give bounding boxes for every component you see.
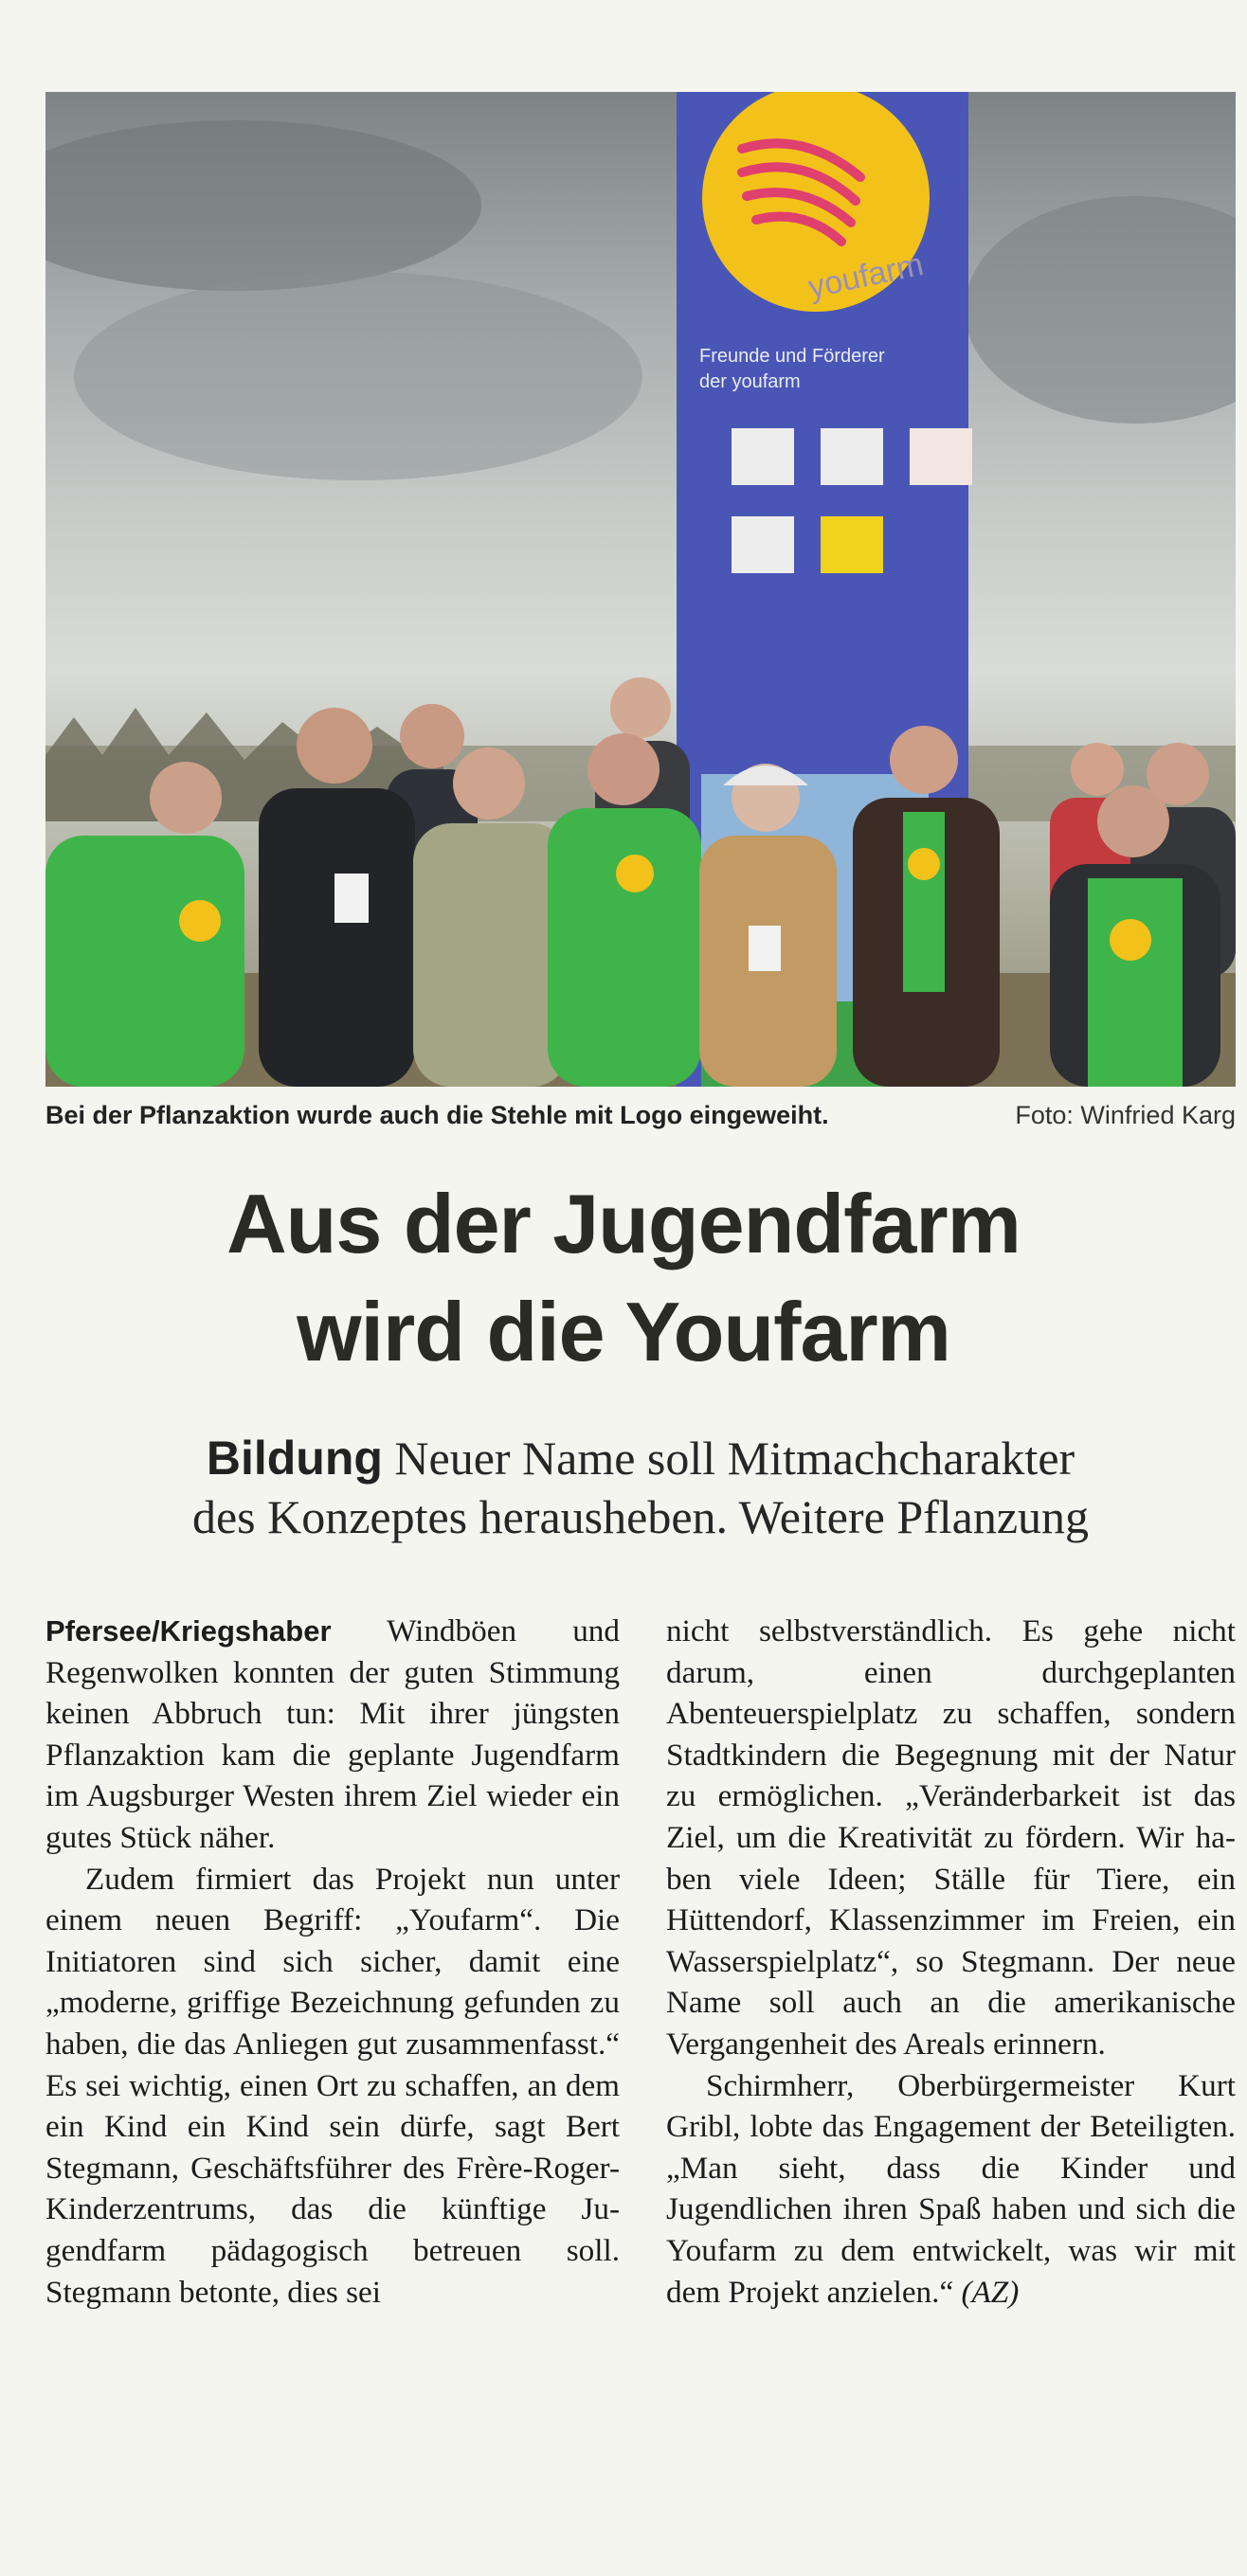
sponsor-logo xyxy=(732,516,794,573)
event-photo xyxy=(45,92,1236,1087)
paragraph-3: nicht selbstverständlich. Es gehe nicht darum, einen durchgeplanten Abenteuerspielplatz zu schaffen, sondern Stadtkindern die Begegnung mit der Natur zu ermöglichen. „Veränderbarkeit ist das Ziel, um die Kreativität zu fördern. Wir haben viele Ideen; Ställe für Tiere, ein Hüttendorf, Klassenzimmer im Freien, ein Wasserspielplatz“, so Stegmann. Der neue Name soll auch an die amerikanische Vergangenheit des Areals erinnern. xyxy=(666,1613,1236,2062)
article-column-left xyxy=(45,1611,620,2313)
sponsor-logo xyxy=(732,428,794,485)
subhead-line-2: des Konzeptes herausheben. Weitere Pflanzung xyxy=(191,1490,1090,1543)
stele-text-2: der youfarm xyxy=(699,371,801,392)
subheadline xyxy=(45,1429,1236,1546)
paragraph-2: Zudem firmiert das Projekt nun unter einem neuen Begriff: „Youfarm“. Die Initiatoren sind sich sicher, damit eine „moderne, griffige Bezeichnung gefunden zu haben, die das Anliegen gut zusammenfasst.“ Es sei wichtig, einen Ort zu schaffen, an dem ein Kind ein Kind sein dürfe, sagt Bert Stegmann, Geschäftsführer des Frère-Roger-Kinderzentrums, das die künftige Jugendfarm pädagogisch betreuen soll. Stegmann betonte, dies sei xyxy=(45,1861,620,2310)
sponsor-logo xyxy=(821,516,883,573)
author-tag: (AZ) xyxy=(961,2274,1020,2310)
sponsor-logo xyxy=(821,428,883,485)
paragraph-4-text: Schirmherr, Oberbürgermeister Kurt Gribl, lobte das Engagement der Beteiligten. „Man sieht, dass die Kinder und Jugendlichen ihren Spaß haben und sich die Youfarm zu dem entwickelt, was wir mit dem Projekt anzielen.“ xyxy=(666,2067,1236,2310)
subhead-kicker: Bildung xyxy=(206,1432,383,1485)
headline-line-1: Aus der Jugendfarm xyxy=(226,1177,1021,1270)
photo-credit: Foto: Winfried Karg xyxy=(1015,1101,1236,1129)
dateline: Pfersee/Kriegshaber xyxy=(45,1614,332,1648)
sponsor-logo xyxy=(910,428,972,485)
paragraph-4 xyxy=(666,2065,1236,2314)
paragraph-1-text: Windböen und Regenwolken konnten der guten Stimmung keinen Abbruch tun: Mit ihrer jüngsten Pflanzaktion kam die geplante Jugendfarm im Augsburger Westen ihrem Ziel wieder ein gutes Stück näher. xyxy=(45,1613,620,1855)
photo-caption: Bei der Pflanzaktion wurde auch die Stehle mit Logo eingeweiht. xyxy=(45,1101,829,1129)
subhead-line-1: Neuer Name soll Mitmachcharakter xyxy=(382,1432,1075,1485)
photo-illustration xyxy=(45,92,1236,1087)
caption-row xyxy=(45,1096,1236,1134)
paragraph-1 xyxy=(45,1611,620,1859)
headline-line-2: wird die Youfarm xyxy=(297,1285,950,1378)
stele-text-1: Freunde und Förderer xyxy=(699,346,885,367)
article-column-right xyxy=(666,1611,1236,2313)
headline xyxy=(28,1170,1219,1386)
logo-text: youfarm xyxy=(804,245,927,306)
